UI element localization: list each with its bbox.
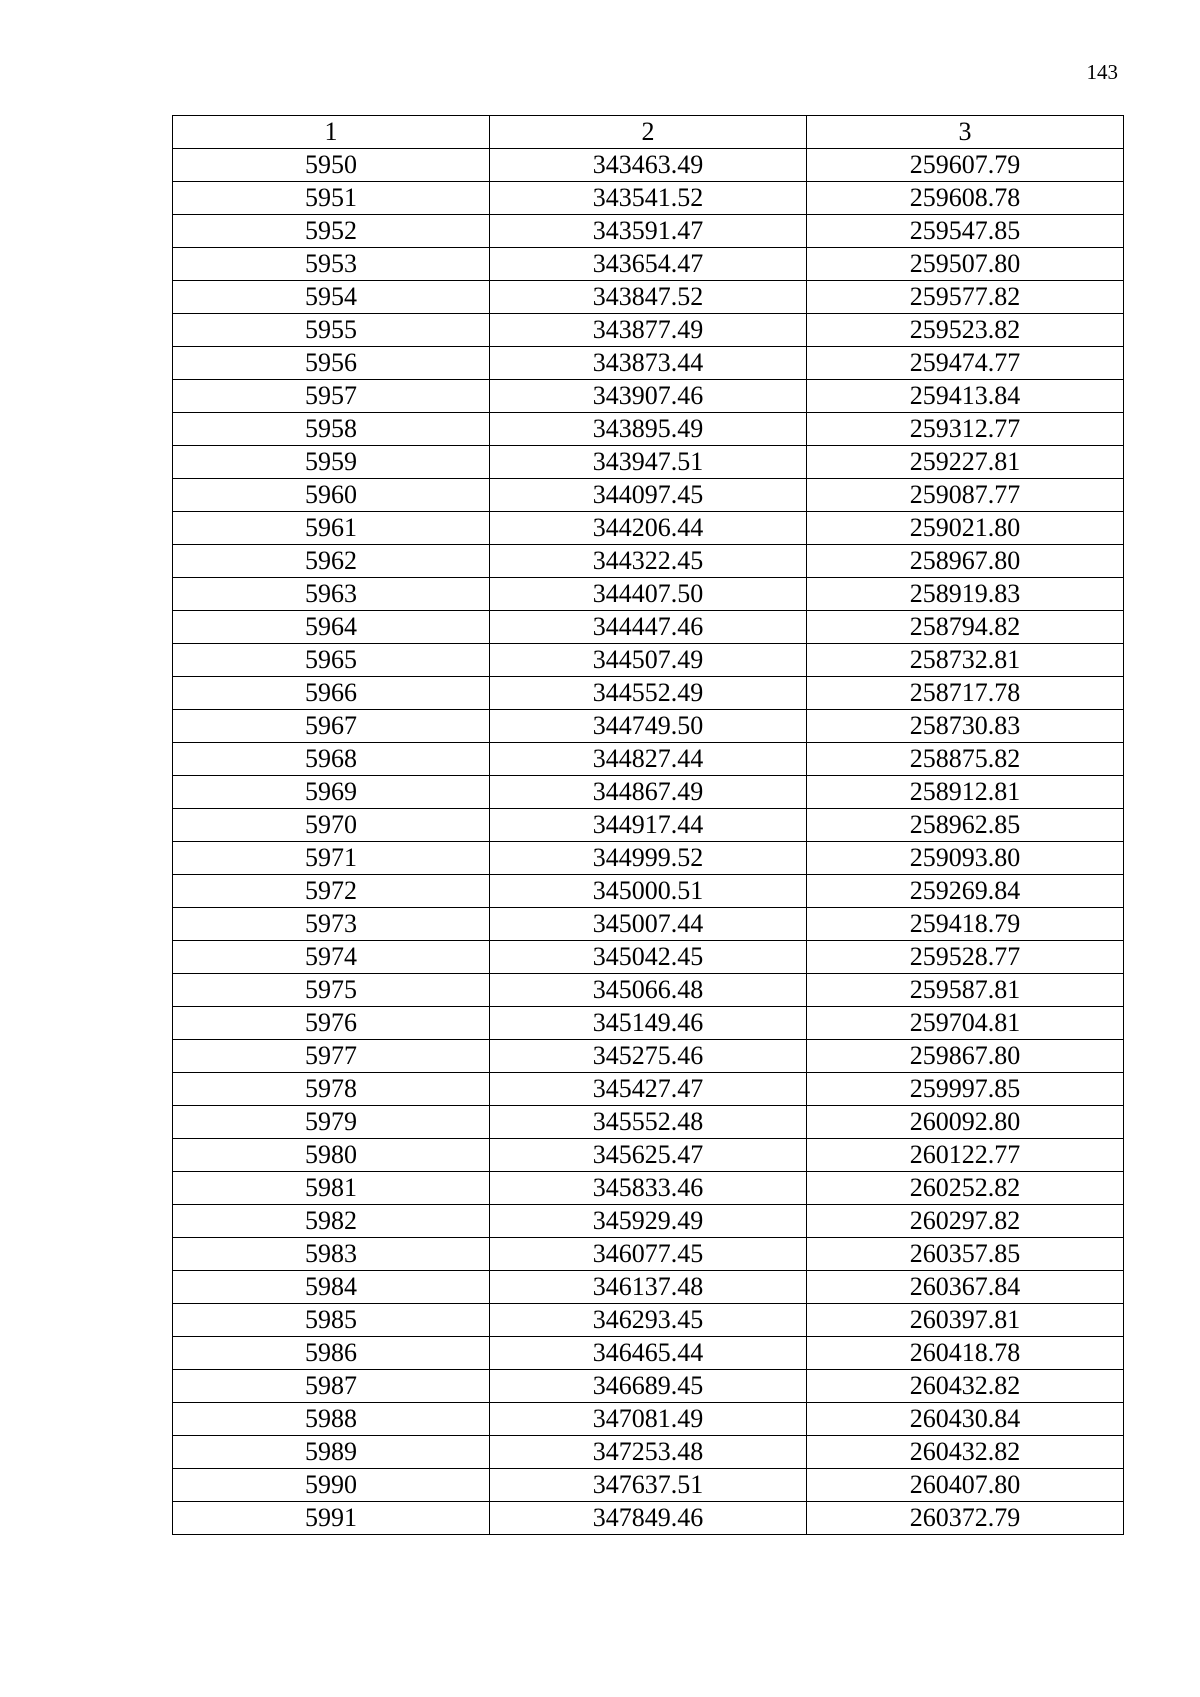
table-cell-col-3: 258962.85 xyxy=(807,809,1124,842)
table-cell-col-3: 259608.78 xyxy=(807,182,1124,215)
table-cell-col-3: 259607.79 xyxy=(807,149,1124,182)
table-cell-col-3: 259093.80 xyxy=(807,842,1124,875)
table-cell-col-3: 259418.79 xyxy=(807,908,1124,941)
table-cell-col-1: 5983 xyxy=(173,1238,490,1271)
table-cell-col-2: 347081.49 xyxy=(490,1403,807,1436)
table-cell-col-1: 5960 xyxy=(173,479,490,512)
table-row xyxy=(173,1073,1124,1106)
table-cell-col-2: 345833.46 xyxy=(490,1172,807,1205)
table-cell-col-1: 5973 xyxy=(173,908,490,941)
table-cell-col-1: 5967 xyxy=(173,710,490,743)
table-cell-col-2: 343947.51 xyxy=(490,446,807,479)
table-cell-col-1: 5980 xyxy=(173,1139,490,1172)
table-cell-col-2: 343541.52 xyxy=(490,182,807,215)
table-row xyxy=(173,380,1124,413)
table-cell-col-1: 5961 xyxy=(173,512,490,545)
table-cell-col-3: 260092.80 xyxy=(807,1106,1124,1139)
table-cell-col-1: 5978 xyxy=(173,1073,490,1106)
table-row xyxy=(173,1106,1124,1139)
table-cell-col-3: 259867.80 xyxy=(807,1040,1124,1073)
table-row xyxy=(173,1304,1124,1337)
coordinates-table xyxy=(172,115,1124,1535)
table-cell-col-2: 345625.47 xyxy=(490,1139,807,1172)
table-cell-col-2: 347637.51 xyxy=(490,1469,807,1502)
table-cell-col-1: 5974 xyxy=(173,941,490,974)
table-cell-col-1: 5972 xyxy=(173,875,490,908)
table-cell-col-1: 5971 xyxy=(173,842,490,875)
table-cell-col-1: 5984 xyxy=(173,1271,490,1304)
table-row xyxy=(173,347,1124,380)
table-cell-col-3: 258732.81 xyxy=(807,644,1124,677)
table-cell-col-2: 346689.45 xyxy=(490,1370,807,1403)
table-row xyxy=(173,545,1124,578)
table-cell-col-2: 344447.46 xyxy=(490,611,807,644)
table-cell-col-2: 343463.49 xyxy=(490,149,807,182)
table-cell-col-1: 5964 xyxy=(173,611,490,644)
table-cell-col-2: 344552.49 xyxy=(490,677,807,710)
table-row xyxy=(173,809,1124,842)
table-cell-col-3: 260397.81 xyxy=(807,1304,1124,1337)
table-cell-col-3: 260297.82 xyxy=(807,1205,1124,1238)
table-cell-col-2: 345000.51 xyxy=(490,875,807,908)
table-cell-col-3: 259087.77 xyxy=(807,479,1124,512)
table-cell-col-1: 5981 xyxy=(173,1172,490,1205)
table-cell-col-3: 260372.79 xyxy=(807,1502,1124,1535)
table-cell-col-1: 5982 xyxy=(173,1205,490,1238)
table-cell-col-3: 259021.80 xyxy=(807,512,1124,545)
table-row xyxy=(173,578,1124,611)
table-cell-col-2: 344097.45 xyxy=(490,479,807,512)
table-cell-col-3: 260357.85 xyxy=(807,1238,1124,1271)
table-cell-col-1: 5963 xyxy=(173,578,490,611)
table-cell-col-1: 5970 xyxy=(173,809,490,842)
table-row xyxy=(173,281,1124,314)
table-cell-col-3: 259587.81 xyxy=(807,974,1124,1007)
table-cell-col-1: 5989 xyxy=(173,1436,490,1469)
table-row xyxy=(173,446,1124,479)
table-row xyxy=(173,842,1124,875)
table-header xyxy=(173,116,1124,149)
table-cell-col-3: 259227.81 xyxy=(807,446,1124,479)
table-row xyxy=(173,1436,1124,1469)
table-cell-col-2: 345275.46 xyxy=(490,1040,807,1073)
table-cell-col-3: 260432.82 xyxy=(807,1370,1124,1403)
table-cell-col-2: 343877.49 xyxy=(490,314,807,347)
page-number: 143 xyxy=(1086,60,1118,84)
table-row xyxy=(173,875,1124,908)
table-cell-col-2: 344322.45 xyxy=(490,545,807,578)
table-cell-col-2: 344827.44 xyxy=(490,743,807,776)
table-row xyxy=(173,149,1124,182)
table-cell-col-2: 345007.44 xyxy=(490,908,807,941)
table-body xyxy=(173,149,1124,1535)
table-cell-col-2: 346077.45 xyxy=(490,1238,807,1271)
table-cell-col-3: 259269.84 xyxy=(807,875,1124,908)
table-header-row xyxy=(173,116,1124,149)
table-row xyxy=(173,1403,1124,1436)
table-row xyxy=(173,710,1124,743)
table-cell-col-3: 258794.82 xyxy=(807,611,1124,644)
table-cell-col-2: 344999.52 xyxy=(490,842,807,875)
table-row xyxy=(173,1007,1124,1040)
table-cell-col-1: 5958 xyxy=(173,413,490,446)
table-cell-col-2: 345427.47 xyxy=(490,1073,807,1106)
table-cell-col-1: 5950 xyxy=(173,149,490,182)
table-cell-col-1: 5979 xyxy=(173,1106,490,1139)
table-cell-col-1: 5957 xyxy=(173,380,490,413)
table-cell-col-3: 259528.77 xyxy=(807,941,1124,974)
table-row xyxy=(173,248,1124,281)
table-cell-col-3: 260430.84 xyxy=(807,1403,1124,1436)
table-cell-col-1: 5966 xyxy=(173,677,490,710)
table-row xyxy=(173,1238,1124,1271)
table-row xyxy=(173,1469,1124,1502)
table-cell-col-2: 345149.46 xyxy=(490,1007,807,1040)
table-cell-col-1: 5954 xyxy=(173,281,490,314)
table-row xyxy=(173,974,1124,1007)
table-row xyxy=(173,314,1124,347)
table-cell-col-2: 344867.49 xyxy=(490,776,807,809)
table-cell-col-2: 344917.44 xyxy=(490,809,807,842)
table-cell-col-1: 5991 xyxy=(173,1502,490,1535)
table-cell-col-1: 5956 xyxy=(173,347,490,380)
table-cell-col-2: 347253.48 xyxy=(490,1436,807,1469)
table-row xyxy=(173,1172,1124,1205)
table-cell-col-2: 344749.50 xyxy=(490,710,807,743)
table-row xyxy=(173,215,1124,248)
table-row xyxy=(173,941,1124,974)
table-row xyxy=(173,1502,1124,1535)
table-cell-col-2: 345929.49 xyxy=(490,1205,807,1238)
table-cell-col-3: 260432.82 xyxy=(807,1436,1124,1469)
table-row xyxy=(173,1271,1124,1304)
table-cell-col-2: 345042.45 xyxy=(490,941,807,974)
table-cell-col-1: 5985 xyxy=(173,1304,490,1337)
table-cell-col-3: 258717.78 xyxy=(807,677,1124,710)
table-cell-col-2: 343591.47 xyxy=(490,215,807,248)
table-cell-col-1: 5965 xyxy=(173,644,490,677)
table-cell-col-1: 5953 xyxy=(173,248,490,281)
table-row xyxy=(173,1370,1124,1403)
table-row xyxy=(173,644,1124,677)
table-row xyxy=(173,413,1124,446)
table-cell-col-3: 258912.81 xyxy=(807,776,1124,809)
table-row xyxy=(173,1337,1124,1370)
table-cell-col-2: 344206.44 xyxy=(490,512,807,545)
table-cell-col-2: 343907.46 xyxy=(490,380,807,413)
table-cell-col-1: 5977 xyxy=(173,1040,490,1073)
table-cell-col-2: 343654.47 xyxy=(490,248,807,281)
table-cell-col-1: 5975 xyxy=(173,974,490,1007)
table-cell-col-3: 258875.82 xyxy=(807,743,1124,776)
table-cell-col-1: 5969 xyxy=(173,776,490,809)
table-cell-col-2: 346293.45 xyxy=(490,1304,807,1337)
table-cell-col-1: 5976 xyxy=(173,1007,490,1040)
table-row xyxy=(173,1040,1124,1073)
table-row xyxy=(173,611,1124,644)
table-cell-col-3: 260367.84 xyxy=(807,1271,1124,1304)
table-cell-col-3: 258919.83 xyxy=(807,578,1124,611)
table-cell-col-2: 346465.44 xyxy=(490,1337,807,1370)
table-cell-col-3: 260252.82 xyxy=(807,1172,1124,1205)
table-cell-col-1: 5959 xyxy=(173,446,490,479)
table-row xyxy=(173,1139,1124,1172)
table-row xyxy=(173,776,1124,809)
table-cell-col-1: 5962 xyxy=(173,545,490,578)
table-row xyxy=(173,743,1124,776)
table-cell-col-2: 343895.49 xyxy=(490,413,807,446)
table-cell-col-2: 345066.48 xyxy=(490,974,807,1007)
table-cell-col-2: 343873.44 xyxy=(490,347,807,380)
table-cell-col-2: 344407.50 xyxy=(490,578,807,611)
table-cell-col-1: 5987 xyxy=(173,1370,490,1403)
table-cell-col-3: 258967.80 xyxy=(807,545,1124,578)
table-cell-col-3: 259577.82 xyxy=(807,281,1124,314)
column-header-2: 2 xyxy=(490,116,807,149)
table-cell-col-3: 259704.81 xyxy=(807,1007,1124,1040)
table-cell-col-1: 5952 xyxy=(173,215,490,248)
table-cell-col-3: 260418.78 xyxy=(807,1337,1124,1370)
table-cell-col-2: 345552.48 xyxy=(490,1106,807,1139)
table-cell-col-1: 5968 xyxy=(173,743,490,776)
table-cell-col-3: 260407.80 xyxy=(807,1469,1124,1502)
table-cell-col-1: 5955 xyxy=(173,314,490,347)
column-header-3: 3 xyxy=(807,116,1124,149)
table-row xyxy=(173,512,1124,545)
table-cell-col-3: 259312.77 xyxy=(807,413,1124,446)
table-row xyxy=(173,479,1124,512)
table-cell-col-3: 259507.80 xyxy=(807,248,1124,281)
table-cell-col-3: 259997.85 xyxy=(807,1073,1124,1106)
table-cell-col-2: 343847.52 xyxy=(490,281,807,314)
table-cell-col-3: 259523.82 xyxy=(807,314,1124,347)
table-cell-col-1: 5951 xyxy=(173,182,490,215)
table-cell-col-2: 347849.46 xyxy=(490,1502,807,1535)
table-row xyxy=(173,908,1124,941)
table-cell-col-3: 259547.85 xyxy=(807,215,1124,248)
table-cell-col-1: 5990 xyxy=(173,1469,490,1502)
table-cell-col-3: 259413.84 xyxy=(807,380,1124,413)
table-cell-col-1: 5986 xyxy=(173,1337,490,1370)
table-cell-col-3: 260122.77 xyxy=(807,1139,1124,1172)
table-row xyxy=(173,677,1124,710)
table-cell-col-1: 5988 xyxy=(173,1403,490,1436)
table-cell-col-3: 259474.77 xyxy=(807,347,1124,380)
table-cell-col-2: 344507.49 xyxy=(490,644,807,677)
table-cell-col-2: 346137.48 xyxy=(490,1271,807,1304)
table-cell-col-3: 258730.83 xyxy=(807,710,1124,743)
table-row xyxy=(173,1205,1124,1238)
column-header-1: 1 xyxy=(173,116,490,149)
table-row xyxy=(173,182,1124,215)
